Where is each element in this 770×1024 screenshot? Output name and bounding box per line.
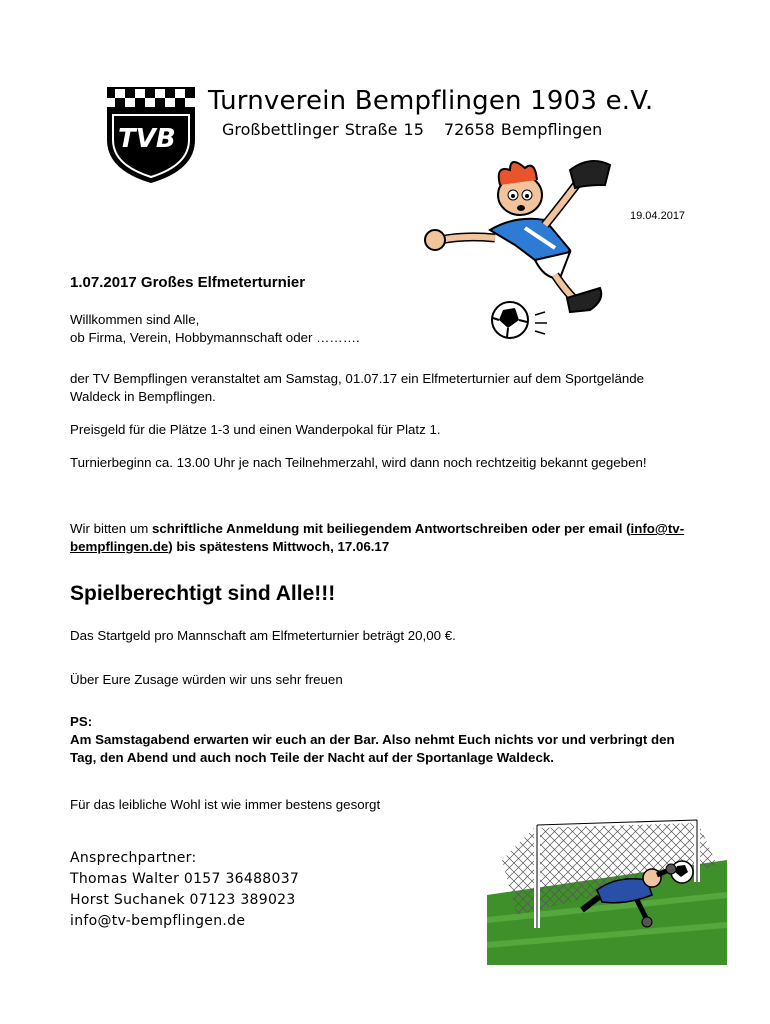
welcome-line: Willkommen sind Alle,	[70, 312, 200, 327]
contacts-block	[70, 848, 299, 932]
org-city: 72658 Bempflingen	[443, 120, 603, 139]
contact-email-link[interactable]: info@tv-bempflingen.de	[70, 913, 246, 929]
registration-paragraph	[70, 520, 690, 556]
contacts-label: Ansprechpartner:	[70, 850, 197, 866]
welcome-line: ob Firma, Verein, Hobbymannschaft oder ……….	[70, 330, 360, 345]
ps-label: PS:	[70, 714, 93, 729]
goalkeeper-illustration	[487, 800, 727, 965]
event-paragraph: der TV Bempflingen veranstaltet am Samstag, 01.07.17 ein Elfmeterturnier auf dem Sportgelände Waldeck in Bempflingen.	[70, 371, 645, 404]
contact-line: Horst Suchanek 07123 389023	[70, 892, 296, 908]
registration-intro: Wir bitten um	[70, 521, 153, 536]
registration-bold-1: schriftliche Anmeldung mit beiliegendem Antwortschreiben oder per email (	[152, 521, 631, 536]
ps-block	[70, 713, 695, 767]
registration-bold-2: ) bis spätestens Mittwoch, 17.06.17	[168, 539, 390, 554]
org-street: Großbettlinger Straße 15	[222, 120, 424, 139]
ps-text: Am Samstagabend erwarten wir euch an der Bar. Also nehmt Euch nichts vor und verbringt den Tag, den Abend und auch noch Teile der Nacht auf der Sportanlage Waldeck.	[70, 732, 675, 765]
org-address	[222, 120, 602, 139]
letter-date: 19.04.2017	[630, 210, 686, 222]
logo-letters: TVB	[118, 124, 176, 154]
event-title: 1.07.2017 Großes Elfmeterturnier	[70, 274, 306, 291]
rsvp-paragraph: Über Eure Zusage würden wir uns sehr freuen	[70, 672, 343, 687]
start-paragraph: Turnierbeginn ca. 13.00 Uhr je nach Teilnehmerzahl, wird dann noch rechtzeitig bekannt gegeben!	[70, 455, 647, 470]
welcome-block	[70, 311, 710, 347]
food-paragraph: Für das leibliche Wohl ist wie immer bestens gesorgt	[70, 797, 381, 812]
registration-email-link[interactable]: info@tv-bempflingen.de	[70, 521, 685, 554]
contact-line: Thomas Walter 0157 36488037	[70, 871, 300, 887]
club-logo	[105, 85, 197, 185]
fee-paragraph: Das Startgeld pro Mannschaft am Elfmeterturnier beträgt 20,00 €.	[70, 628, 456, 643]
prize-paragraph: Preisgeld für die Plätze 1-3 und einen Wanderpokal für Platz 1.	[70, 422, 441, 437]
org-name: Turnverein Bempflingen 1903 e.V.	[208, 86, 654, 116]
headline: Spielberechtigt sind Alle!!!	[70, 582, 336, 605]
